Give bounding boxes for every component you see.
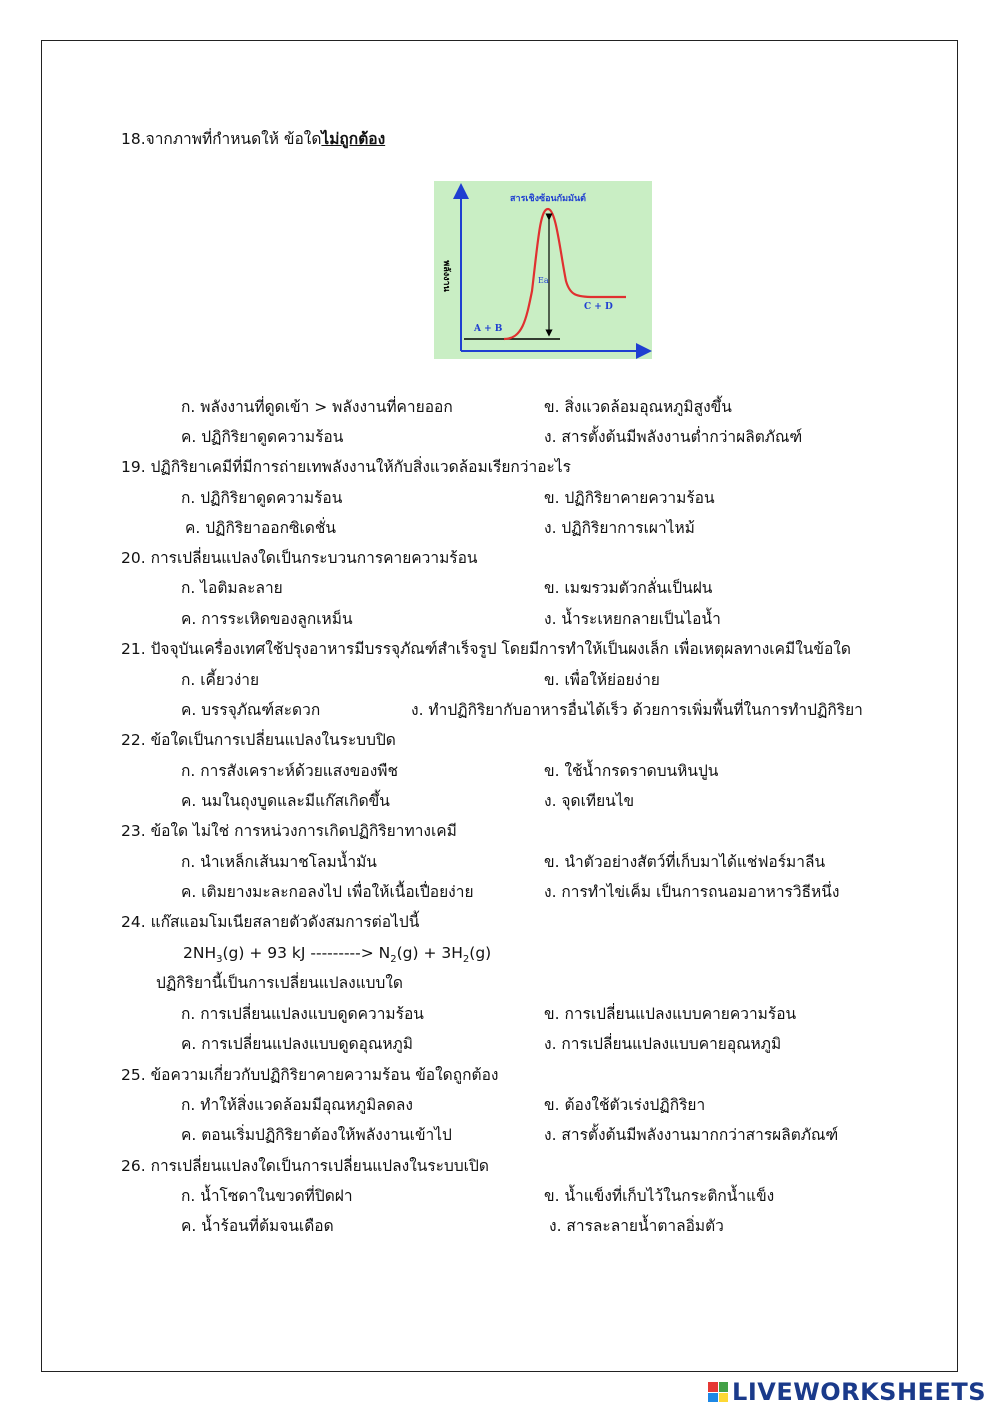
question-25-option-a[interactable]: ก. ทำให้สิ่งแวดล้อมมีอุณหภูมิลดลง — [181, 1096, 413, 1114]
question-26-option-a[interactable]: ก. น้ำโซดาในขวดที่ปิดฝา — [181, 1187, 353, 1205]
reactants-label: A + B — [474, 324, 503, 334]
question-18-option-d[interactable]: ง. สารตั้งต้นมีพลังงานต่ำกว่าผลิตภัณฑ์ — [544, 428, 803, 446]
question-25-option-b[interactable]: ข. ต้องใช้ตัวเร่งปฏิกิริยา — [544, 1096, 706, 1114]
question-20-stem: 20. การเปลี่ยนแปลงใดเป็นกระบวนการคายความร้อน — [121, 549, 478, 567]
question-19-option-a[interactable]: ก. ปฏิกิริยาดูดความร้อน — [181, 489, 343, 507]
question-20-option-a[interactable]: ก. ไอติมละลาย — [181, 579, 283, 597]
question-20-option-b[interactable]: ข. เมฆรวมตัวกลั่นเป็นฝน — [544, 579, 713, 597]
question-22-option-d[interactable]: ง. จุดเทียนไข — [544, 792, 635, 810]
activated-complex-label: สารเชิงซ้อนกัมมันต์ — [510, 194, 586, 204]
question-24-stem: 24. แก๊สแอมโมเนียสลายตัวดังสมการต่อไปนี้ — [121, 913, 420, 931]
energy-axis-label: พลังงาน — [441, 260, 451, 292]
question-19-option-b[interactable]: ข. ปฏิกิริยาคายความร้อน — [544, 489, 715, 507]
question-21-stem: 21. ปัจจุบันเครื่องเทศใช้ปรุงอาหารมีบรรจุภัณฑ์สำเร็จรูป โดยมีการทำให้เป็นผงเล็ก เพื่อเหตุผลทางเคมีในข้อใด — [121, 640, 851, 658]
question-21-option-d[interactable]: ง. ทำปฏิกิริยากับอาหารอื่นได้เร็ว ด้วยการเพิ่มพื้นที่ในการทำปฏิกิริยา — [411, 701, 863, 719]
energy-diagram-svg — [434, 181, 652, 359]
question-25-option-c[interactable]: ค. ตอนเริ่มปฏิกิริยาต้องให้พลังงานเข้าไป — [181, 1126, 452, 1144]
question-22-option-a[interactable]: ก. การสังเคราะห์ด้วยแสงของพืช — [181, 762, 398, 780]
question-24-equation: $2NH_3(g) + 93$ kJ ---------> $N_2(g) + 3H_2(g)$ — [183, 944, 492, 966]
question-22-option-c[interactable]: ค. นมในถุงบูดและมีแก๊สเกิดขึ้น — [181, 792, 390, 810]
energy-diagram — [434, 181, 652, 359]
question-26-option-d[interactable]: ง. สารละลายน้ำตาลอิ่มตัว — [549, 1217, 724, 1235]
liveworksheets-brand[interactable] — [708, 1378, 986, 1406]
question-24-option-b[interactable]: ข. การเปลี่ยนแปลงแบบคายความร้อน — [544, 1005, 797, 1023]
liveworksheets-logo-icon — [708, 1382, 728, 1402]
question-24-option-d[interactable]: ง. การเปลี่ยนแปลงแบบคายอุณหภูมิ — [544, 1035, 782, 1053]
question-19-option-d[interactable]: ง. ปฏิกิริยาการเผาไหม้ — [544, 519, 695, 537]
question-21-option-c[interactable]: ค. บรรจุภัณฑ์สะดวก — [181, 701, 321, 719]
question-23-stem: 23. ข้อใด ไม่ใช่ การหน่วงการเกิดปฏิกิริยาทางเคมี — [121, 822, 457, 840]
question-25-stem: 25. ข้อความเกี่ยวกับปฏิกิริยาคายความร้อน ข้อใดถูกต้อง — [121, 1066, 499, 1084]
question-22-option-b[interactable]: ข. ใช้น้ำกรดราดบนหินปูน — [544, 762, 719, 780]
question-23-option-c[interactable]: ค. เติมยางมะละกอลงไป เพื่อให้เนื้อเปื่อยง่าย — [181, 883, 474, 901]
question-18-option-a[interactable]: ก. พลังงานที่ดูดเข้า > พลังงานที่คายออก — [181, 398, 453, 416]
question-26-stem: 26. การเปลี่ยนแปลงใดเป็นการเปลี่ยนแปลงในระบบเปิด — [121, 1157, 489, 1175]
question-23-option-b[interactable]: ข. นำตัวอย่างสัตว์ที่เก็บมาได้แช่ฟอร์มาลีน — [544, 853, 826, 871]
liveworksheets-wordmark: LIVEWORKSHEETS — [732, 1378, 986, 1406]
question-24-substem: ปฏิกิริยานี้เป็นการเปลี่ยนแปลงแบบใด — [156, 974, 403, 992]
question-26-option-b[interactable]: ข. น้ำแข็งที่เก็บไว้ในกระติกน้ำแข็ง — [544, 1187, 775, 1205]
question-20-option-c[interactable]: ค. การระเหิดของลูกเหม็น — [181, 610, 353, 628]
question-18-option-b[interactable]: ข. สิ่งแวดล้อมอุณหภูมิสูงขึ้น — [544, 398, 732, 416]
question-18-lead: 18.จากภาพที่กำหนดให้ ข้อใด — [121, 130, 322, 148]
question-23-option-a[interactable]: ก. นำเหล็กเส้นมาชโลมน้ำมัน — [181, 853, 377, 871]
question-22-stem: 22. ข้อใดเป็นการเปลี่ยนแปลงในระบบปิด — [121, 731, 396, 749]
question-21-option-b[interactable]: ข. เพื่อให้ย่อยง่าย — [544, 671, 660, 689]
question-26-option-c[interactable]: ค. น้ำร้อนที่ต้มจนเดือด — [181, 1217, 334, 1235]
question-20-option-d[interactable]: ง. น้ำระเหยกลายเป็นไอน้ำ — [544, 610, 721, 628]
question-19-stem: 19. ปฏิกิริยาเคมีที่มีการถ่ายเทพลังงานให้กับสิ่งแวดล้อมเรียกว่าอะไร — [121, 458, 571, 476]
question-25-option-d[interactable]: ง. สารตั้งต้นมีพลังงานมากกว่าสารผลิตภัณฑ์ — [544, 1126, 839, 1144]
products-label: C + D — [584, 302, 613, 312]
question-18-emphasis: ไม่ถูกต้อง — [321, 130, 386, 148]
energy-curve — [504, 209, 626, 339]
question-21-option-a[interactable]: ก. เคี้ยวง่าย — [181, 671, 260, 689]
question-24-option-c[interactable]: ค. การเปลี่ยนแปลงแบบดูดอุณหภูมิ — [181, 1035, 413, 1053]
question-18-stem — [121, 129, 385, 149]
question-18-option-c[interactable]: ค. ปฏิกิริยาดูดความร้อน — [181, 428, 344, 446]
ea-label: Ea — [538, 276, 549, 285]
question-19-option-c[interactable]: ค. ปฏิกิริยาออกซิเดชั่น — [185, 519, 336, 537]
question-24-option-a[interactable]: ก. การเปลี่ยนแปลงแบบดูดความร้อน — [181, 1005, 424, 1023]
question-23-option-d[interactable]: ง. การทำไข่เค็ม เป็นการถนอมอาหารวิธีหนึ่ง — [544, 883, 840, 901]
